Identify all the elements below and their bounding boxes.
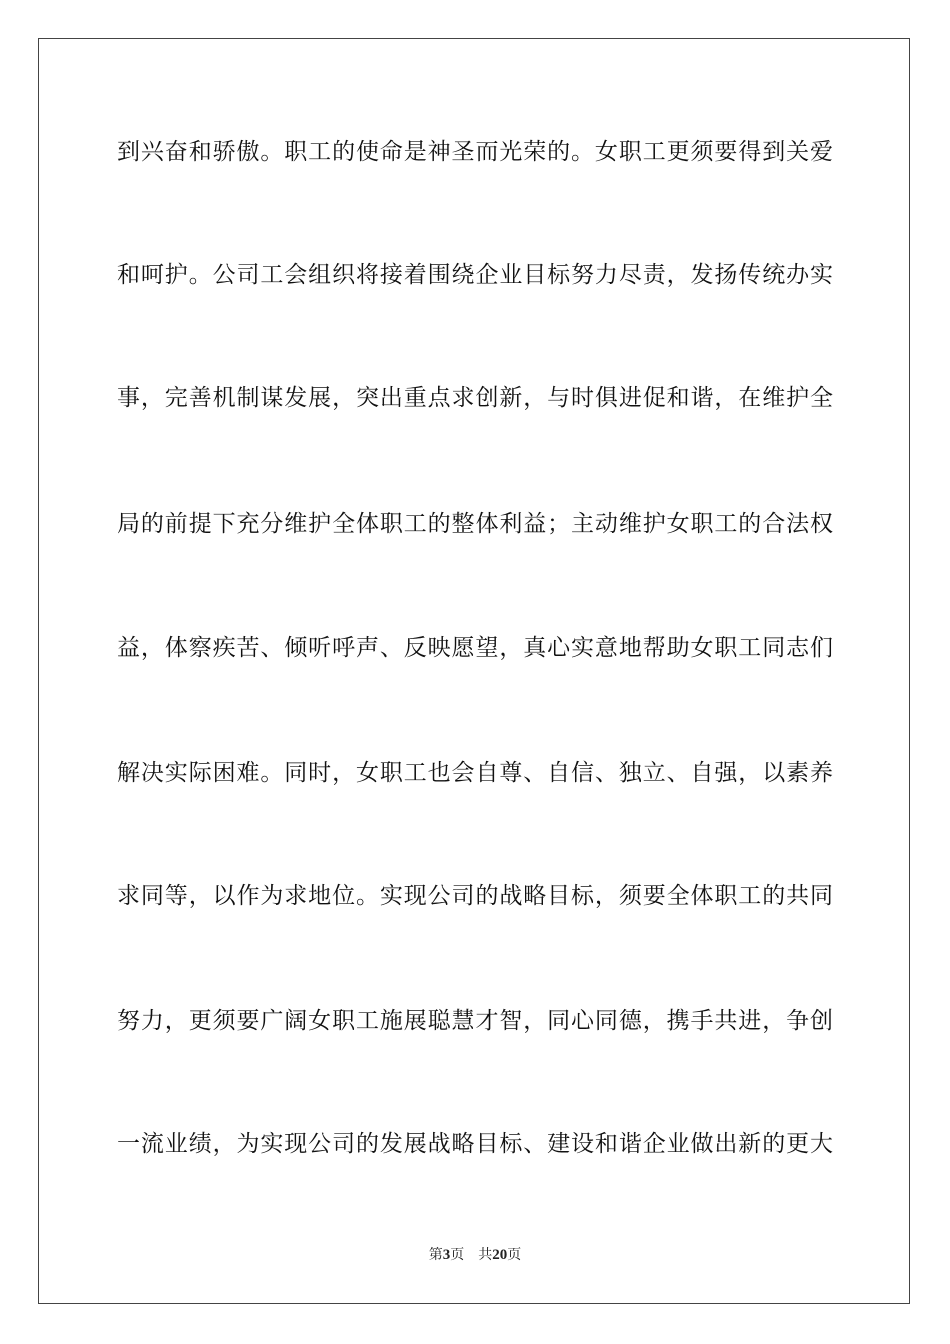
total-pages: 20 [492,1247,508,1263]
page-suffix: 页 [450,1247,465,1263]
text-line: 事，完善机制谋发展，突出重点求创新，与时俱进促和谐，在维护全 [117,385,833,411]
text-line: 解决实际困难。同时，女职工也会自尊、自信、独立、自强，以素养 [117,760,833,786]
page-border [38,38,910,1304]
text-line: 局的前提下充分维护全体职工的整体利益；主动维护女职工的合法权 [117,511,833,537]
page-number: 3 [442,1247,451,1263]
text-line: 和呵护。公司工会组织将接着围绕企业目标努力尽责，发扬传统办实 [117,262,833,288]
total-suffix: 页 [507,1247,522,1263]
text-line: 一流业绩，为实现公司的发展战略目标、建设和谐企业做出新的更大 [117,1131,833,1157]
text-line: 益，体察疾苦、倾听呼声、反映愿望，真心实意地帮助女职工同志们 [117,635,833,661]
page-footer [0,1245,950,1265]
text-line: 求同等，以作为求地位。实现公司的战略目标，须要全体职工的共同 [117,883,833,909]
text-line: 努力，更须要广阔女职工施展聪慧才智，同心同德，携手共进，争创 [117,1008,833,1034]
total-prefix: 共 [478,1247,493,1263]
page-prefix: 第 [428,1247,443,1263]
text-line: 到兴奋和骄傲。职工的使命是神圣而光荣的。女职工更须要得到关爱 [117,139,833,165]
